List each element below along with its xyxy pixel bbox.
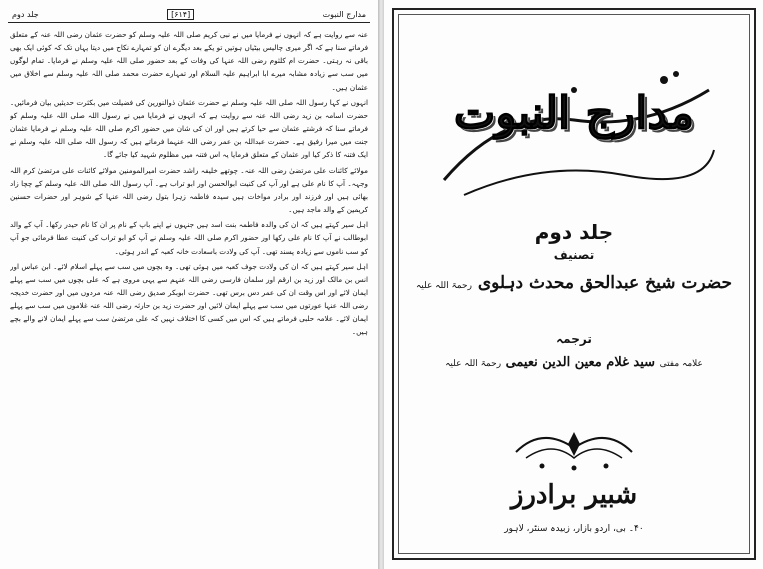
paragraph: مولائے کائنات علی مرتضیٰ رضی اللہ عنہ۔ چوتھے خلیفہ راشد حضرت امیرالمومنین مولائے کائنات علی مرتضیٰ کرم اللہ وجہہ۔ آپ کا نام علی ہے اور آپ کی کنیت ابوالحسن اور ابو تراب ہے۔ آپ رسول اللہ صلی اللہ علیہ وسلم کے چچا زاد بھائی ہیں اور فرزند اور برادر مواخات ہیں سیدہ فاطمہ زہرا بتول رضی اللہ عنہا کے شوہر اور حضرات حسنین کریمین کے والد ماجد ہیں۔ (10, 165, 368, 215)
left-text-page (0, 0, 379, 569)
translator-text: سید غلام معین الدین نعیمی (505, 355, 656, 370)
author-name (394, 272, 754, 293)
paragraph: انہوں نے کہا رسول اللہ صلی اللہ علیہ وسلم نے حضرت عثمان ذوالنورین کی فضیلت میں بکثرت حدیثیں بیان فرمائیں۔ حضرت اسامہ بن زید رضی اللہ عنہ سے روایت ہے کہ انہوں نے فرمایا میں نے رسول اللہ صلی اللہ علیہ وسلم کو فرماتے سنا کہ فرشتے عثمان سے حیا کرتے ہیں اور ان کی شان میں حضور اکرم صلی اللہ علیہ وسلم نے فرمایا عثمان جنت میں میرا رفیق ہے۔ حضرت عبداللہ بن عمر رضی اللہ عنہما فرماتے ہیں کہ رسول اللہ صلی اللہ علیہ وسلم نے ایک فتنہ کا ذکر کیا اور عثمان کے متعلق فرمایا یہ اس فتنہ میں مظلوم شہید کیا جائے گا۔ (10, 97, 368, 160)
ornament-divider-icon (512, 422, 636, 474)
header-book-title: مدارج النبوت (322, 9, 366, 19)
translation-label: ترجمہ (556, 332, 592, 346)
compiled-by-label: تصنیف (553, 248, 595, 262)
translator-name (394, 355, 754, 370)
paragraph: اہل سیر کہتے ہیں کہ ان کی ولادت جوف کعبہ میں ہوئی تھی۔ وہ بچوں میں سب سے پہلے اسلام لائے۔ ابن عباس اور انس بن مالک اور زید بن ارقم اور سلمان فارسی رضی اللہ عنہم سے یہی مروی ہے کہ علی بچوں میں سب سے پہلے ایمان لائے اور اس وقت ان کی عمر دس برس تھی۔ حضرت ابوبکر صدیق رضی اللہ عنہ مردوں میں اور حضرت خدیجہ رضی اللہ عنہا عورتوں میں سب سے پہلے ایمان لائیں اور حضرت زید بن حارثہ رضی اللہ عنہ غلاموں میں سب سے پہلے ایمان لائے۔ علامہ حلبی فرماتے ہیں کہ اس میں کسی کا اختلاف نہیں کہ علی مرتضیٰ سب سے پہلے ایمان لانے والے بچے ہیں۔ (10, 261, 368, 337)
page-border (392, 8, 756, 560)
right-title-page (384, 0, 763, 569)
header-volume: جلد دوم (12, 9, 39, 19)
header-page-number: [۶۱۴] (167, 9, 194, 20)
translator-honorific: رحمۃ اللہ علیہ (445, 359, 502, 369)
author-text: حضرت شیخ عبدالحق محدث دہلوی (477, 273, 733, 293)
paragraph: اہل سیر کہتے ہیں کہ ان کی والدہ فاطمہ بنت اسد ہیں جنہوں نے اپنے باپ کے نام پر ان کا نام حیدر رکھا۔ آپ کے والد ابوطالب نے آپ کا نام علی رکھا اور حضور اکرم صلی اللہ علیہ وسلم نے آپ کو ابو تراب کی کنیت عطا فرمائی جو آپ کو سب ناموں سے زیادہ پسند تھی۔ آپ کی ولادت باسعادت خانہ کعبہ کے اندر ہوئی۔ (10, 220, 368, 256)
publisher-address: ۴۰۔ بی، اردو بازار، زبیدہ سنٹر، لاہور (504, 524, 644, 534)
author-honorific: رحمۃ اللہ علیہ (415, 281, 472, 291)
volume-label: جلد دوم (534, 220, 614, 244)
running-header (8, 6, 370, 23)
publisher-name: شبیر برادرز (510, 480, 638, 510)
translator-title: علامہ مفتی (659, 359, 703, 369)
body-text (10, 28, 368, 562)
book-title: مدارج النبوت (453, 88, 695, 139)
paragraph: عنہ سے روایت ہے کہ انہوں نے فرمایا میں نے نبی کریم صلی اللہ علیہ وسلم کو حضرت عثمان رضی اللہ عنہ کے متعلق فرماتے سنا ہے کہ اگر میری چالیس بیٹیاں ہوتیں تو یکے بعد دیگرے ان کو تمہارے نکاح میں دیتا یہاں تک کہ کوئی ایک بھی باقی نہ رہتی۔ حضرت ام کلثوم رضی اللہ عنہا کی وفات کے بعد حضور صلی اللہ علیہ وسلم نے فرمایا۔ تمام لوگوں میں سب سے زیادہ مشابہ میرے ابا ابراہیم علیہ السلام اور تمہارے حضرت محمد صلی اللہ علیہ وسلم سے اخلاق میں عثمان ہیں۔ (10, 30, 368, 92)
